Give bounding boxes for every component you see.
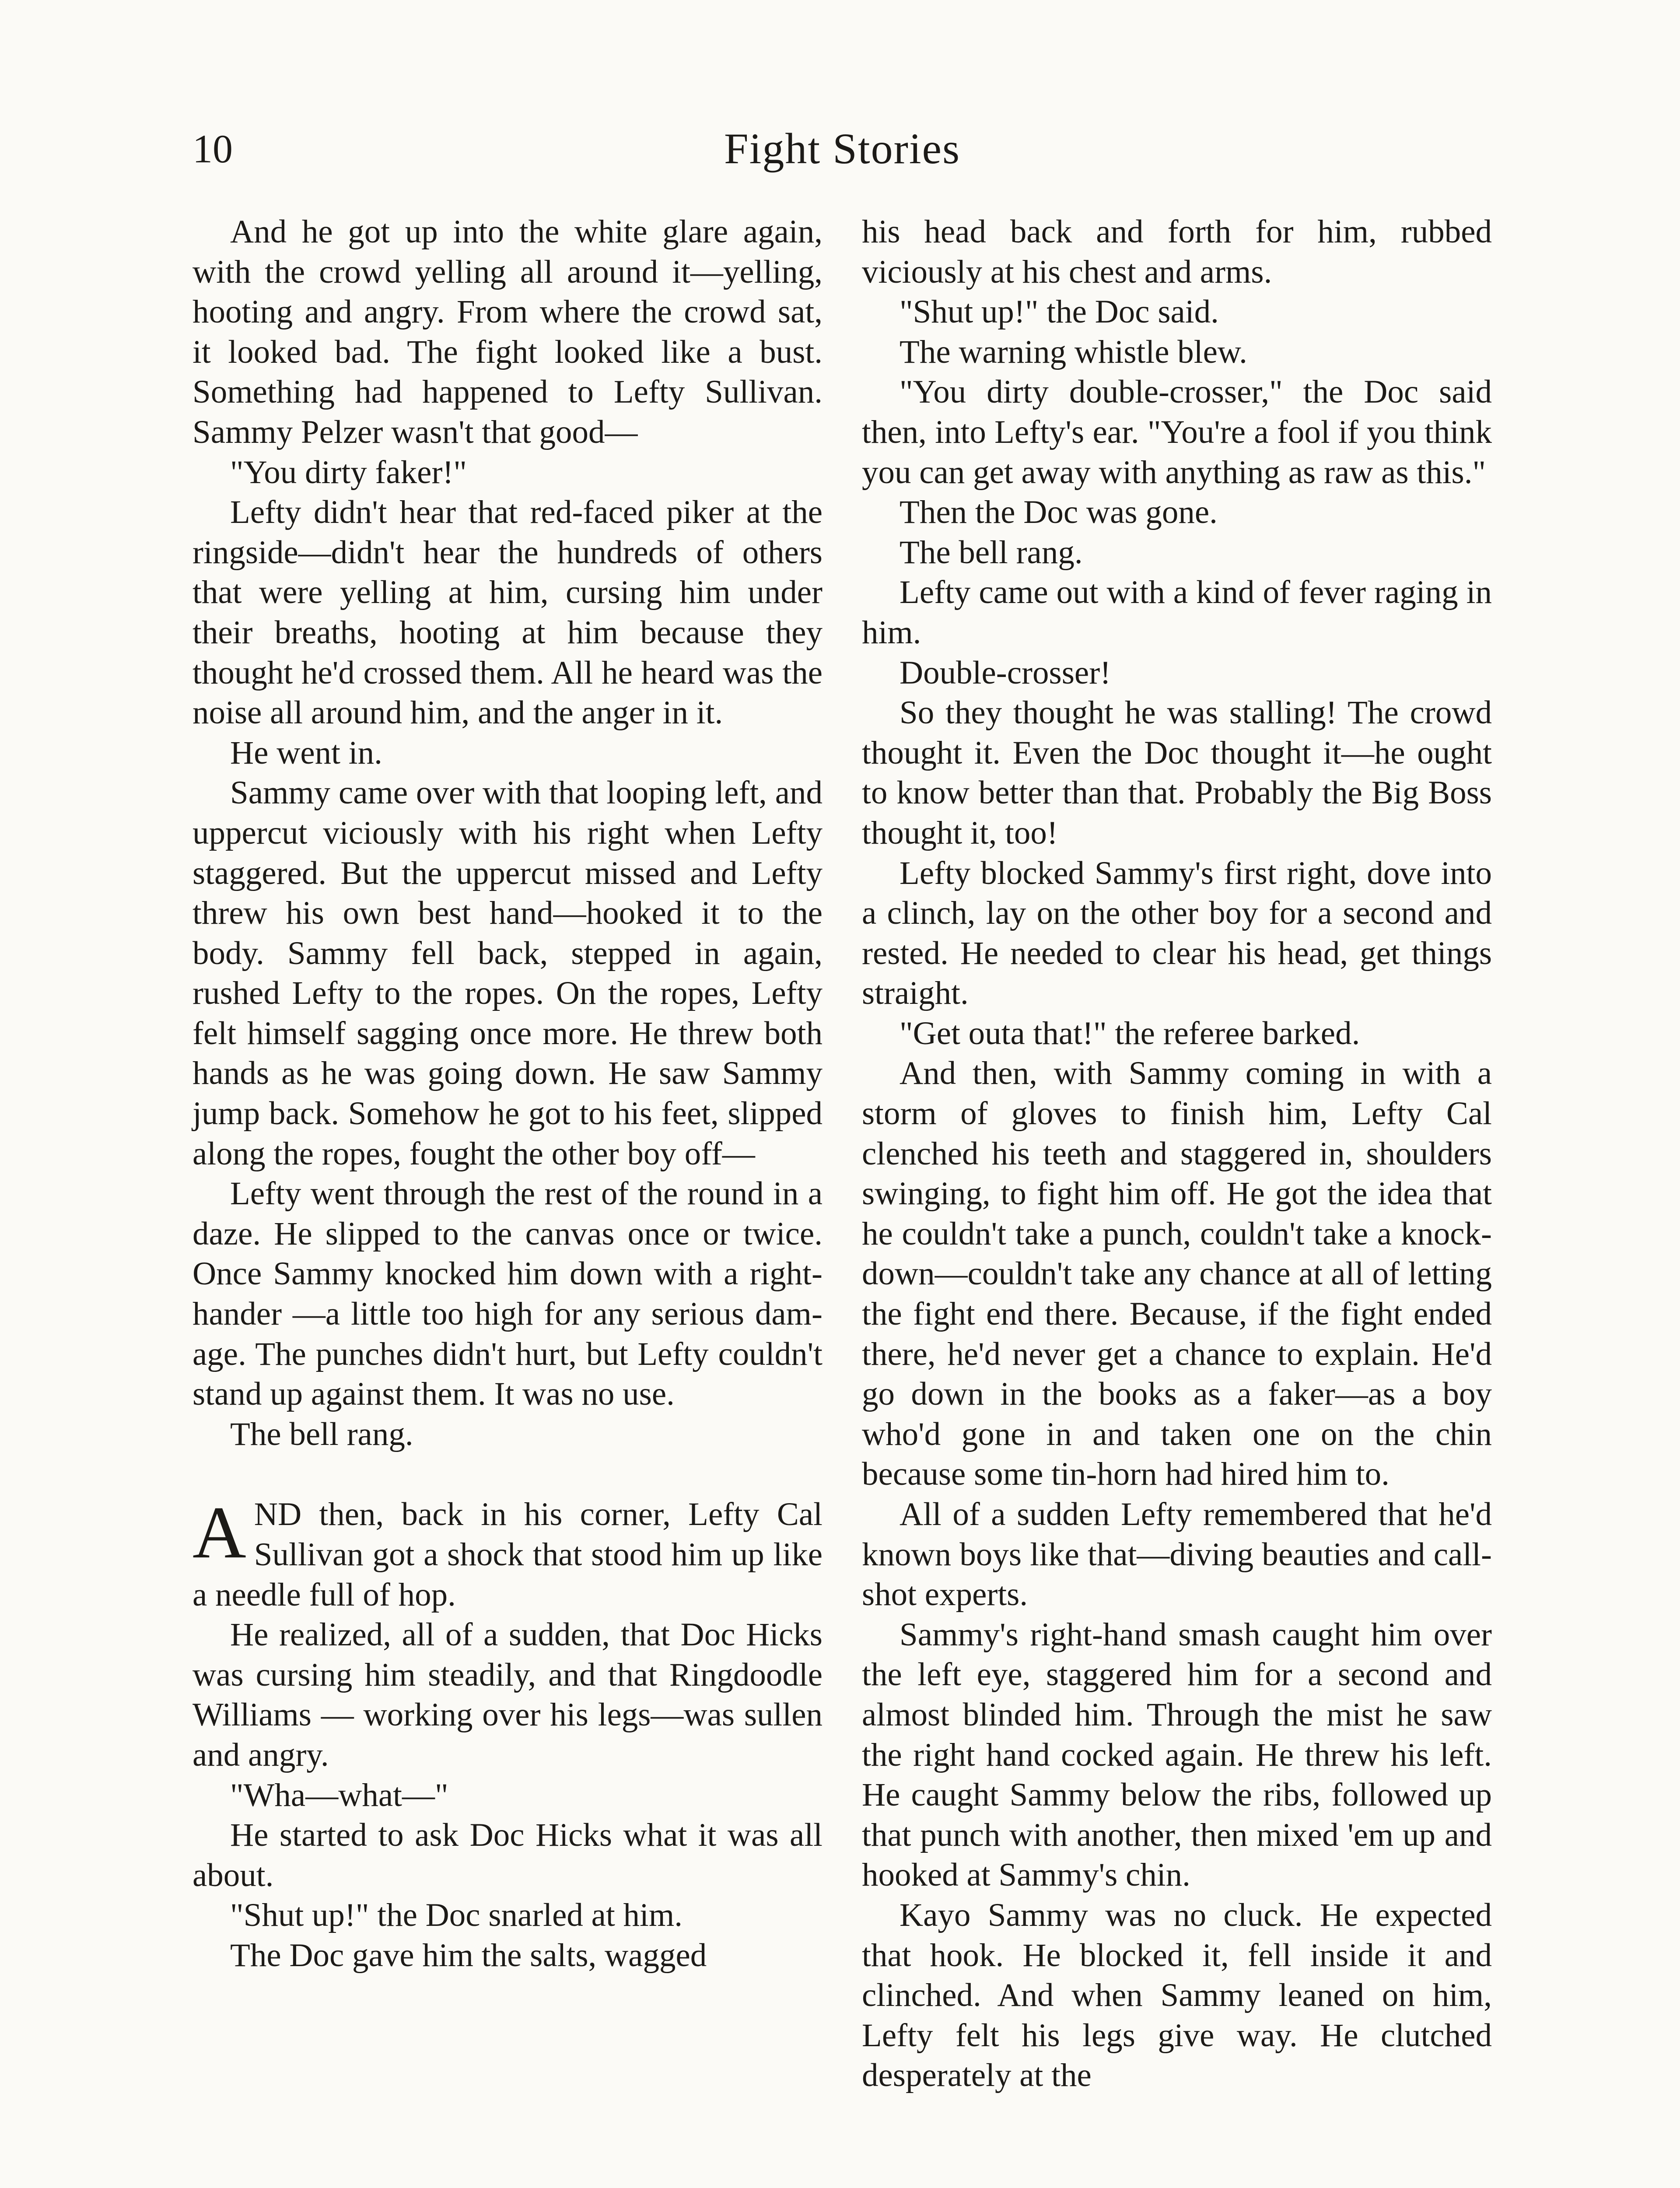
paragraph: The bell rang. — [900, 534, 1083, 571]
right-column — [862, 212, 1492, 2096]
paragraph: Then the Doc was gone. — [900, 494, 1218, 531]
section-start-paragraph — [192, 1491, 822, 1615]
paragraph: "Shut up!" the Doc said. — [900, 294, 1219, 330]
paragraph: "Get outa that!" the referee barked. — [900, 1015, 1360, 1052]
paragraph: All of a sudden Lefty remembered that he'd known boys like that—diving beauties and call-shot experts. — [862, 1496, 1492, 1613]
paragraph: Double-crosser! — [900, 654, 1111, 691]
page-number: 10 — [192, 126, 233, 171]
paragraph: Sammy's right-hand smash caught him over the left eye, staggered him for a second and almost blinded him. Through the mist he saw the right hand cocked again. He threw his left. He caught Sammy below the ribs, followed up that punch with another, then mixed 'em up and hooked at Sammy's chin. — [862, 1616, 1492, 1893]
paragraph: "Shut up!" the Doc snarled at him. — [230, 1897, 682, 1934]
paragraph: The Doc gave him the salts, wagged — [230, 1937, 707, 1974]
paragraph: Lefty blocked Sammy's first right, dove into a clinch, lay on the other boy for a second and rested. He needed to clear his head, get things straight. — [862, 855, 1492, 1012]
paragraph: Lefty didn't hear that red-faced piker at the ringside—didn't hear the hundreds of others that were yelling at him, cursing him under their breaths, hooting at him because they thought he'd crossed them. All he heard was the noise all around him, and the anger in it. — [192, 494, 822, 731]
page-header — [192, 123, 1492, 184]
paragraph: "You dirty faker!" — [230, 454, 467, 491]
paragraph: He went in. — [230, 734, 382, 771]
paragraph: And he got up into the white glare again, with the crowd yelling all around it—yelling, hooting and angry. From where the crowd sat, it looked bad. The fight looked like a bust. Something had happened to Lefty Sullivan. Sammy Pelzer wasn't that good— — [192, 214, 822, 450]
paragraph: He realized, all of a sudden, that Doc Hicks was cursing him steadily, and that Ringdoodle Williams — working over his legs—was sullen and angry. — [192, 1616, 822, 1773]
continued-paragraph: his head back and forth for him, rubbed viciously at his chest and arms. — [862, 214, 1492, 290]
paragraph: Lefty came out with a kind of fever raging in him. — [862, 574, 1492, 651]
paragraph: Lefty went through the rest of the round in a daze. He slipped to the canvas once or twice. Once Sammy knocked him down with a right-hander —a little too high for any serious damage. The punches didn't hurt, but Lefty couldn't stand up against them. It was no use. — [192, 1175, 822, 1413]
section-opening-text: ND then, back in his corner, Lefty Cal Sullivan got a shock that stood him up like a needle full of hop. — [192, 1496, 822, 1613]
drop-cap: A — [192, 1491, 246, 1574]
paragraph: Sammy came over with that looping left, and uppercut viciously with his right when Lefty staggered. But the uppercut missed and Lefty threw his own best hand—hooked it to the body. Sammy fell back, stepped in again, rushed Lefty to the ropes. On the ropes, Lefty felt himself sagging once more. He threw both hands as he was going down. He saw Sammy jump back. Somehow he got to his feet, slipped along the ropes, fought the other boy off— — [192, 775, 822, 1172]
paragraph: And then, with Sammy coming in with a storm of gloves to finish him, Lefty Cal clenched his teeth and staggered in, shoulders swinging, to fight him off. He got the idea that he couldn't take a punch, couldn't take a knockdown—couldn't take any chance at all of letting the fight end there. Because, if the fight ended there, he'd never get a chance to explain. He'd go down in the books as a faker—as a boy who'd gone in and taken one on the chin because some tin-horn had hired him to. — [862, 1055, 1492, 1493]
paragraph: So they thought he was stalling! The crowd thought it. Even the Doc thought it—he ought to know better than that. Probably the Big Boss thought it, too! — [862, 694, 1492, 851]
paragraph: "Wha—what—" — [230, 1777, 448, 1813]
paragraph: The bell rang. — [230, 1416, 413, 1452]
paragraph: He started to ask Doc Hicks what it was all about. — [192, 1817, 822, 1893]
paragraph: The warning whistle blew. — [900, 333, 1247, 370]
running-title: Fight Stories — [724, 124, 960, 173]
left-column — [192, 212, 822, 1976]
paragraph: "You dirty double-crosser," the Doc said then, into Lefty's ear. "You're a fool if you think you can get away with anything as raw as this." — [862, 374, 1492, 491]
paragraph: Kayo Sammy was no cluck. He expected that hook. He blocked it, fell inside it and clinched. And when Sammy leaned on him, Lefty felt his legs give way. He clutched desperately at the — [862, 1897, 1492, 2094]
